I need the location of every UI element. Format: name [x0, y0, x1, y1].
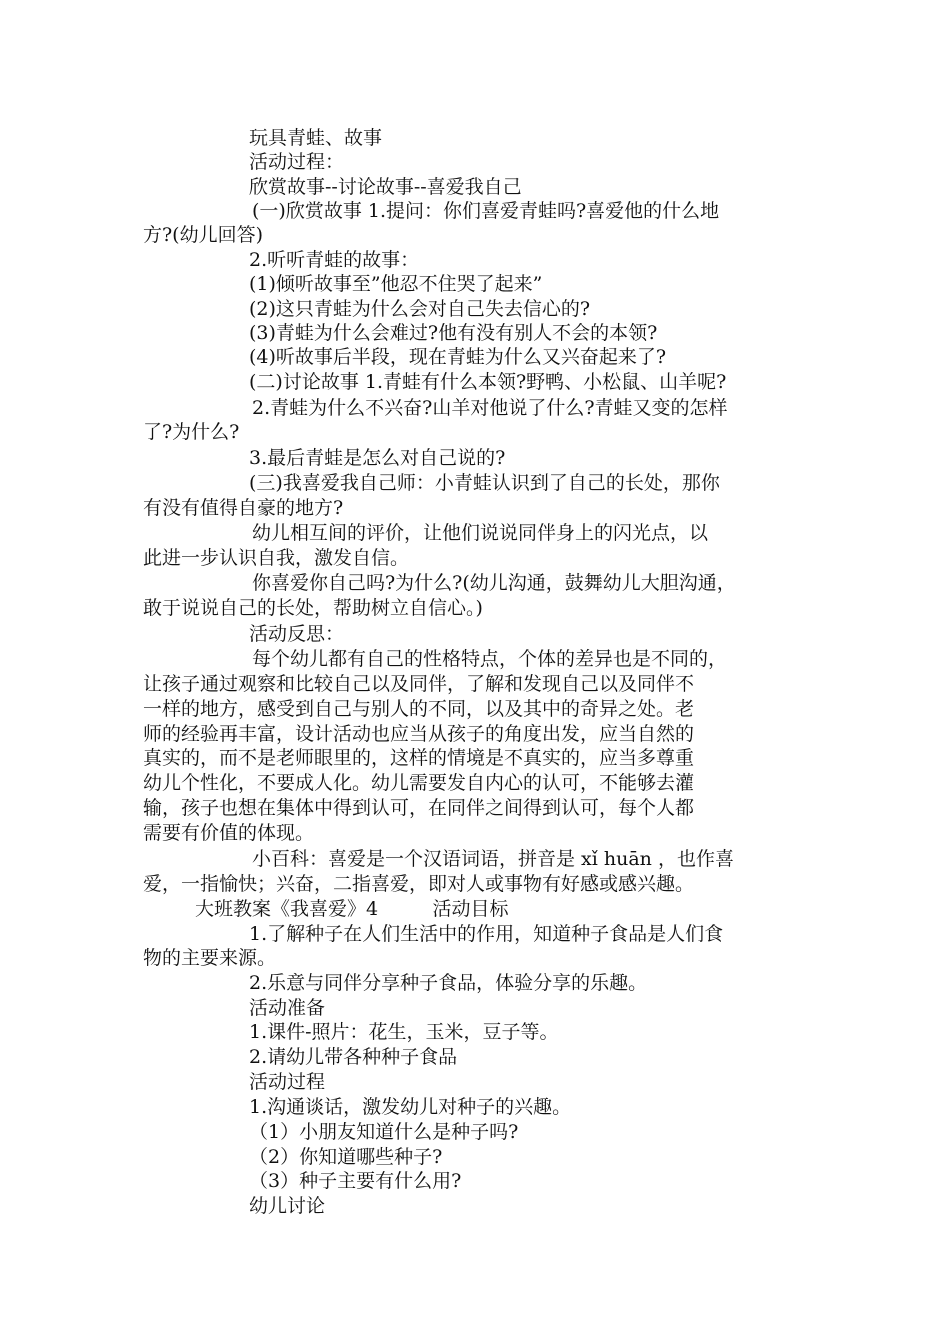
text-line: 幼儿相互间的评价，让他们说说同伴身上的闪光点，以 [252, 522, 709, 544]
text-line: (3)青蛙为什么会难过?他有没有别人不会的本领? [249, 322, 658, 344]
text-line: 有没有值得自豪的地方? [143, 497, 344, 519]
text-line: 欣赏故事--讨论故事--喜爱我自己 [249, 176, 522, 198]
section-heading: 大班教案《我喜爱》4 活动目标 [195, 898, 509, 920]
text-line: 每个幼儿都有自己的性格特点，个体的差异也是不同的， [252, 648, 728, 670]
text-line: 2.请幼儿带各种种子食品 [249, 1046, 458, 1068]
text-line: 小百科：喜爱是一个汉语词语，拼音是 xǐ huān ，也作喜 [252, 848, 734, 870]
text-line: 3.最后青蛙是怎么对自己说的? [249, 447, 506, 469]
text-line: 需要有价值的体现。 [143, 822, 315, 844]
text-line: 你喜爱你自己吗?为什么?(幼儿沟通，鼓舞幼儿大胆沟通， [252, 572, 736, 594]
text-line: (三)我喜爱我自己师：小青蛙认识到了自己的长处，那你 [249, 472, 720, 494]
text-line: 活动过程 [249, 1071, 326, 1093]
text-line: 输，孩子也想在集体中得到认可，在同伴之间得到认可，每个人都 [143, 797, 695, 819]
text-line: 此进一步认识自我，激发自信。 [143, 547, 410, 569]
text-line: 爱，一指愉快；兴奋，二指喜爱，即对人或事物有好感或感兴趣。 [143, 873, 695, 895]
text-line: 2.乐意与同伴分享种子食品，体验分享的乐趣。 [249, 972, 648, 994]
text-line: （1）小朋友知道什么是种子吗? [249, 1121, 519, 1143]
text-line: 1.课件-照片：花生，玉米，豆子等。 [249, 1021, 559, 1043]
text-line: (2)这只青蛙为什么会对自己失去信心的? [249, 298, 591, 320]
text-line: 真实的，而不是老师眼里的，这样的情境是不真实的，应当多尊重 [143, 747, 695, 769]
text-line: 物的主要来源。 [143, 947, 277, 969]
text-line: （3）种子主要有什么用? [249, 1170, 462, 1192]
text-line: (一)欣赏故事 1.提问：你们喜爱青蛙吗?喜爱他的什么地 [252, 200, 720, 222]
text-line: 师的经验再丰富，设计活动也应当从孩子的角度出发，应当自然的 [143, 723, 695, 745]
text-line: 让孩子通过观察和比较自己以及同伴，了解和发现自己以及同伴不 [143, 673, 695, 695]
text-line: 玩具青蛙、故事 [249, 127, 383, 149]
text-line: 1.沟通谈话，激发幼儿对种子的兴趣。 [249, 1096, 572, 1118]
text-line: 幼儿讨论 [249, 1195, 326, 1217]
text-line: (4)听故事后半段，现在青蛙为什么又兴奋起来了? [249, 346, 667, 368]
text-line: (1)倾听故事至”他忍不住哭了起来” [249, 273, 543, 295]
text-line: 活动过程： [249, 151, 345, 173]
text-line: （2）你知道哪些种子? [249, 1146, 443, 1168]
text-line: 1.了解种子在人们生活中的作用，知道种子食品是人们食 [249, 923, 724, 945]
text-line: 了?为什么? [143, 421, 240, 443]
text-line: 活动反思： [249, 623, 345, 645]
text-line: 方?(幼儿回答) [143, 224, 264, 246]
text-line: 2.青蛙为什么不兴奋?山羊对他说了什么?青蛙又变的怎样 [252, 397, 728, 419]
text-line: 活动准备 [249, 997, 326, 1019]
text-line: (二)讨论故事 1.青蛙有什么本领?野鸭、小松鼠、山羊呢? [249, 371, 727, 393]
text-line: 幼儿个性化，不要成人化。幼儿需要发自内心的认可，不能够去灌 [143, 772, 695, 794]
text-line: 2.听听青蛙的故事： [249, 249, 420, 271]
text-line: 一样的地方，感受到自己与别人的不同，以及其中的奇异之处。老 [143, 698, 695, 720]
text-line: 敢于说说自己的长处，帮助树立自信心。) [143, 597, 483, 619]
